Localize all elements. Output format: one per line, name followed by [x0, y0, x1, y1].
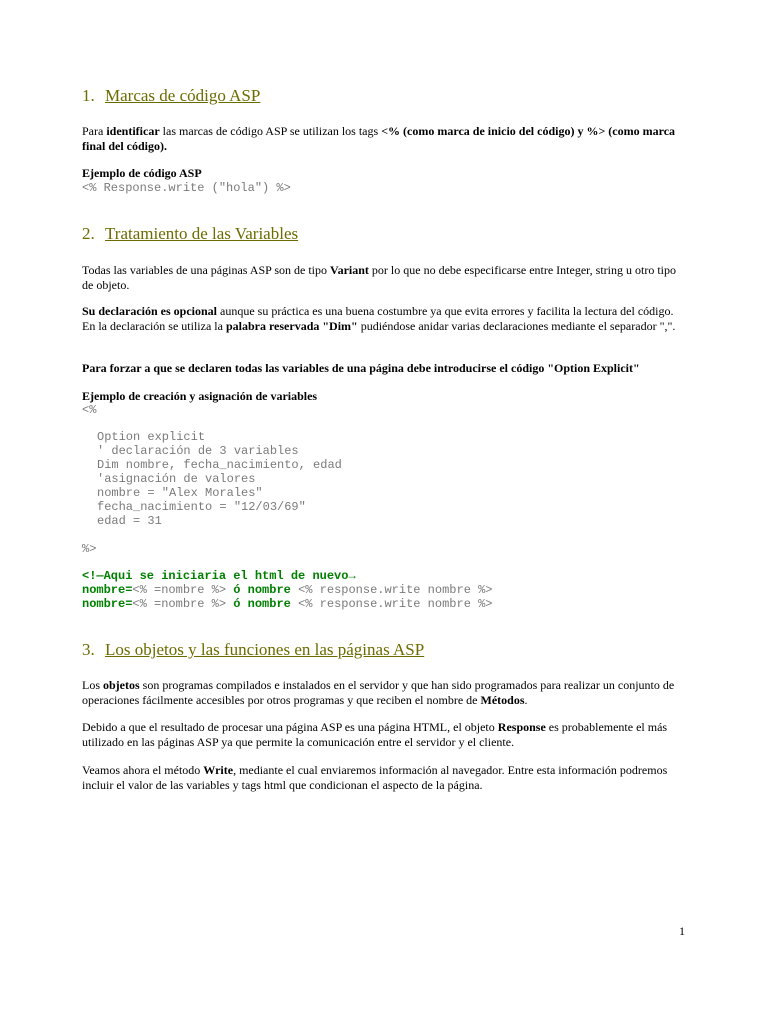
example-label: Ejemplo de creación y asignación de variables: [82, 389, 318, 403]
code-close-tag: %>: [82, 542, 97, 556]
code-line: Dim nombre, fecha_nacimiento, edad: [97, 458, 342, 472]
section-number: 1.: [82, 86, 95, 105]
section-heading-1: [82, 86, 260, 106]
paragraph: Debido a que el resultado de procesar una página ASP es una página HTML, el objeto Response es probablemente el más utilizado en las páginas ASP ya que permite la comunicación entre el servidor y el cliente.: [82, 720, 668, 749]
paragraph: Los objetos son programas compilados e instalados en el servidor y que han sido programados para realizar un conjunto de operaciones fácilmente accesibles por otros programas y que reciben el nombre de Métodos.: [82, 678, 675, 707]
code-line: fecha_nacimiento = "12/03/69": [97, 500, 306, 514]
html-output-line: nombre=<% =nombre %> ó nombre <% response.write nombre %>: [82, 583, 493, 597]
html-comment-line: <!—Aqui se iniciaria el html de nuevo→: [82, 569, 356, 583]
paragraph: Para identificar las marcas de código ASP se utilizan los tags <% (como marca de inicio del código) y %> (como marca final del código).: [82, 124, 676, 153]
section-number: 2.: [82, 224, 95, 243]
section-title: Los objetos y las funciones en las páginas ASP: [105, 640, 425, 659]
section-number: 3.: [82, 640, 95, 659]
paragraph: Veamos ahora el método Write, mediante el cual enviaremos información al navegador. Entre esta información podremos incluir el valor de las variables y tags html que condicionan el aspecto de la página.: [82, 763, 668, 792]
code-line: 'asignación de valores: [97, 472, 256, 486]
section-title: Marcas de código ASP: [105, 86, 261, 105]
code-snippet: <% Response.write ("hola") %>: [82, 181, 291, 195]
paragraph: Su declaración es opcional aunque su práctica es una buena costumbre ya que evita errores y facilita la lectura del código. En la declaración se utiliza la palabra reservada "Dim" pudiéndose anidar varias declaraciones mediante el separador ",".: [82, 304, 676, 333]
paragraph-bold: Para forzar a que se declaren todas las variables de una página debe introducirse el código "Option Explicit": [82, 361, 640, 375]
page-number: 1: [679, 924, 685, 938]
section-title: Tratamiento de las Variables: [105, 224, 299, 243]
paragraph: Todas las variables de una páginas ASP son de tipo Variant por lo que no debe especificarse entre Integer, string u otro tipo de objeto.: [82, 263, 676, 292]
code-open-tag: <%: [82, 403, 97, 417]
section-heading-2: [82, 224, 298, 244]
code-line: nombre = "Alex Morales": [97, 486, 263, 500]
code-line: edad = 31: [97, 514, 162, 528]
example-label: Ejemplo de código ASP: [82, 166, 202, 180]
section-heading-3: [82, 640, 424, 660]
code-line: Option explicit: [97, 430, 206, 444]
html-output-line: nombre=<% =nombre %> ó nombre <% response.write nombre %>: [82, 597, 493, 611]
code-line: ' declaración de 3 variables: [97, 444, 299, 458]
